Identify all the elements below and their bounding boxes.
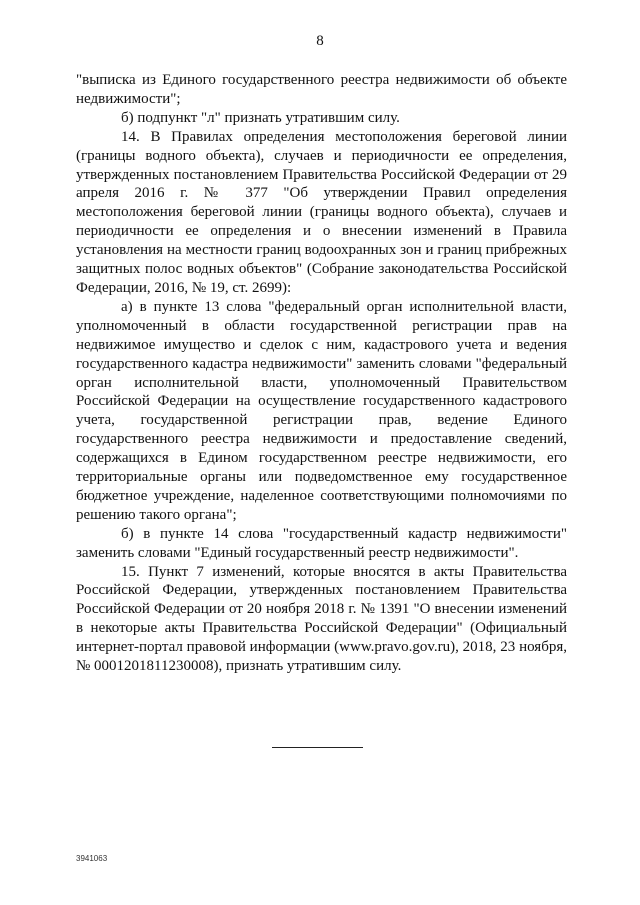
paragraph-continuation: "выписка из Единого государственного реестра недвижимости об объекте недвижимости"; bbox=[76, 72, 567, 107]
paragraph-subpoint-b-l: б) подпункт "л" признать утратившим силу. bbox=[121, 109, 400, 126]
paragraph-item-15: 15. Пункт 7 изменений, которые вносятся в акты Правительства Российской Федерации, утвержденных постановлением Правительства Российской Федерации от 20 ноября 2018 г. № 1391 "О внесении изменений в некоторые акты Правительства Российской Федерации" (Официальный интернет-портал правовой информации (www.pravo.gov.ru), 2018, 23 ноября, № 0001201811230008), признать утратившим силу. bbox=[76, 563, 567, 675]
end-of-text-rule bbox=[272, 747, 363, 748]
paragraph-item-14-b: б) в пункте 14 слова "государственный кадастр недвижимости" заменить словами "Единый государственный реестр недвижимости". bbox=[76, 525, 567, 561]
page-number: 8 bbox=[316, 33, 324, 49]
document-code: 3941063 bbox=[76, 854, 108, 863]
paragraph-item-14-a: а) в пункте 13 слова "федеральный орган исполнительной власти, уполномоченный в области государственной регистрации прав на недвижимое имущество и сделок с ним, кадастрового учета и ведения государственного кадастра недвижимости" заменить словами "федеральный орган исполнительной власти, уполномоченный Правительством Российской Федерации на осуществление государственного кадастрового учета, государственной регистрации прав, ведение Единого государственного реестра недвижимости и предоставление сведений, содержащихся в Едином государственном реестре недвижимости, его территориальные органы или подведомственное ему государственное бюджетное учреждение, наделенное соответствующими полномочиями по решению такого органа"; bbox=[76, 298, 567, 523]
document-body bbox=[76, 71, 567, 676]
paragraph-item-14: 14. В Правилах определения местоположения береговой линии (границы водного объекта), случаев и периодичности ее определения, утвержденных постановлением Правительства Российской Федерации от 29 апреля 2016 г. № 377 "Об утверждении Правил определения местоположения береговой линии (границы водного объекта), случаев и периодичности ее определения и о внесении изменений в Правила установления на местности границ водоохранных зон и границ прибрежных защитных полос водных объектов" (Собрание законодательства Российской Федерации, 2016, № 19, ст. 2699): bbox=[76, 128, 567, 296]
